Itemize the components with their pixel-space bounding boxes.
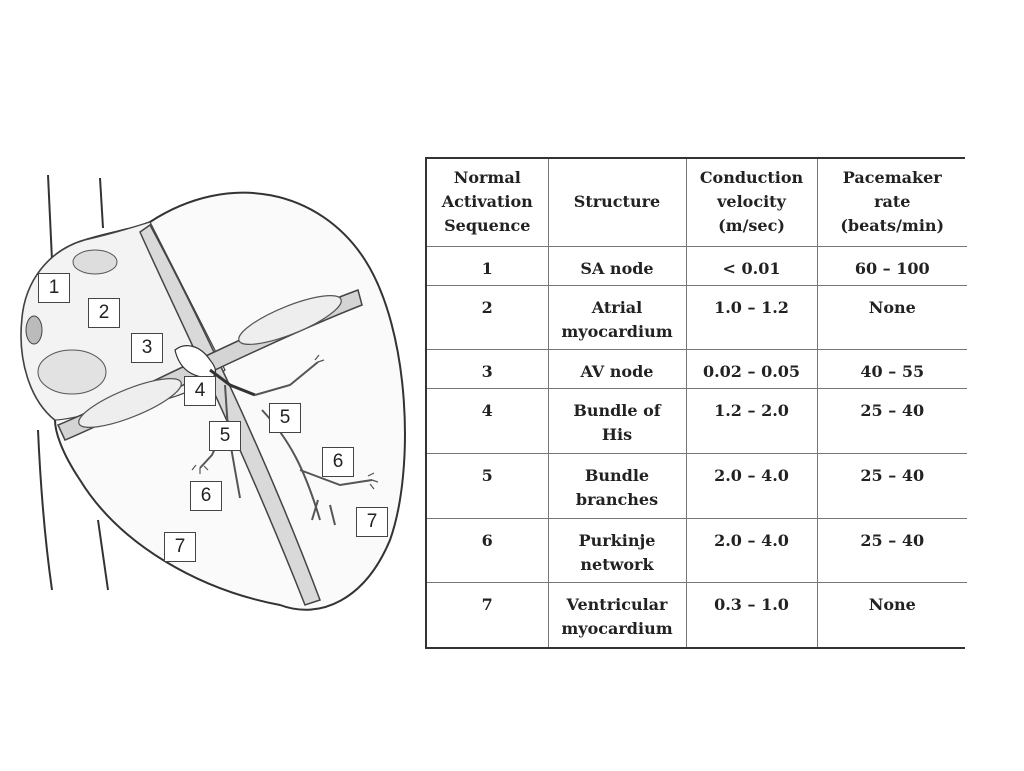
cell-text: 0.02 – 0.05: [702, 362, 801, 382]
cell-sequence: [427, 583, 548, 647]
cell-text: Ventricular myocardium: [561, 595, 673, 639]
cell-text: 1.2 – 2.0: [714, 401, 789, 421]
cell-sequence: [427, 518, 548, 583]
cell-text: 5: [481, 465, 493, 485]
header-pacemaker: [817, 159, 967, 247]
cell-sequence: [427, 285, 548, 350]
cell-velocity: [686, 583, 817, 647]
cell-text: 1: [481, 259, 493, 278]
cell-text: 0.3 – 1.0: [714, 595, 789, 615]
cell-velocity: [686, 389, 817, 454]
diagram-label-2: 2: [88, 298, 120, 328]
cell-pacemaker: [817, 583, 967, 647]
cell-sequence: [427, 453, 548, 518]
cell-structure: [548, 583, 686, 647]
cell-pacemaker: [817, 518, 967, 583]
cell-text: Atrial myocardium: [561, 297, 673, 341]
cell-text: Purkinje network: [578, 530, 656, 574]
header-structure-text: Structure: [573, 192, 661, 211]
table-row: [427, 247, 967, 286]
cell-text: 25 – 40: [860, 465, 925, 485]
cell-text: 2.0 – 4.0: [714, 530, 789, 550]
header-pacemaker-text: Pacemaker rate (beats/min): [840, 168, 945, 235]
header-sequence-text: Normal Activation Sequence: [441, 168, 533, 235]
cell-text: 60 – 100: [854, 259, 930, 278]
cell-structure: [548, 518, 686, 583]
conduction-table: [425, 157, 965, 649]
diagram-label-5b: 5: [269, 403, 301, 433]
header-velocity-text: Conduction velocity (m/sec): [699, 168, 804, 235]
cell-velocity: [686, 350, 817, 389]
cell-sequence: [427, 247, 548, 286]
cell-structure: [548, 350, 686, 389]
cell-text: None: [868, 595, 916, 615]
cell-text: 6: [481, 530, 493, 550]
cell-structure: [548, 453, 686, 518]
cell-pacemaker: [817, 285, 967, 350]
cell-text: 25 – 40: [860, 401, 925, 421]
cell-sequence: [427, 350, 548, 389]
table-row: [427, 518, 967, 583]
header-velocity: [686, 159, 817, 247]
heart-conduction-diagram: [0, 0, 420, 767]
cell-text: < 0.01: [722, 259, 781, 278]
cell-structure: [548, 389, 686, 454]
cell-velocity: [686, 453, 817, 518]
cell-velocity: [686, 247, 817, 286]
conduction-data-table: [427, 159, 967, 647]
cell-pacemaker: [817, 453, 967, 518]
cell-text: AV node: [580, 362, 654, 382]
header-structure: [548, 159, 686, 247]
diagram-label-6a: 6: [190, 481, 222, 511]
cell-text: Bundle branches: [575, 465, 659, 509]
cell-text: None: [868, 297, 916, 317]
table-row: [427, 285, 967, 350]
cell-text: 25 – 40: [860, 530, 925, 550]
table-row: [427, 389, 967, 454]
diagram-label-1: 1: [38, 273, 70, 303]
cell-text: 1.0 – 1.2: [714, 297, 789, 317]
cell-text: 4: [481, 401, 493, 421]
cell-sequence: [427, 389, 548, 454]
diagram-label-5a: 5: [209, 421, 241, 451]
cell-text: 7: [481, 595, 493, 615]
cell-pacemaker: [817, 389, 967, 454]
cell-text: SA node: [580, 259, 654, 278]
cell-structure: [548, 247, 686, 286]
table-row: [427, 350, 967, 389]
diagram-label-7b: 7: [356, 507, 388, 537]
cell-text: Bundle of His: [573, 401, 661, 445]
diagram-label-7a: 7: [164, 532, 196, 562]
cell-velocity: [686, 518, 817, 583]
cell-structure: [548, 285, 686, 350]
table-row: [427, 583, 967, 647]
cell-velocity: [686, 285, 817, 350]
table-header-row: [427, 159, 967, 247]
diagram-label-3: 3: [131, 333, 163, 363]
table-row: [427, 453, 967, 518]
diagram-label-6b: 6: [322, 447, 354, 477]
cell-text: 3: [481, 362, 493, 382]
cell-text: 2: [481, 297, 493, 317]
header-sequence: [427, 159, 548, 247]
diagram-label-4: 4: [184, 376, 216, 406]
cell-pacemaker: [817, 247, 967, 286]
cell-pacemaker: [817, 350, 967, 389]
cell-text: 40 – 55: [860, 362, 925, 382]
cell-text: 2.0 – 4.0: [714, 465, 789, 485]
